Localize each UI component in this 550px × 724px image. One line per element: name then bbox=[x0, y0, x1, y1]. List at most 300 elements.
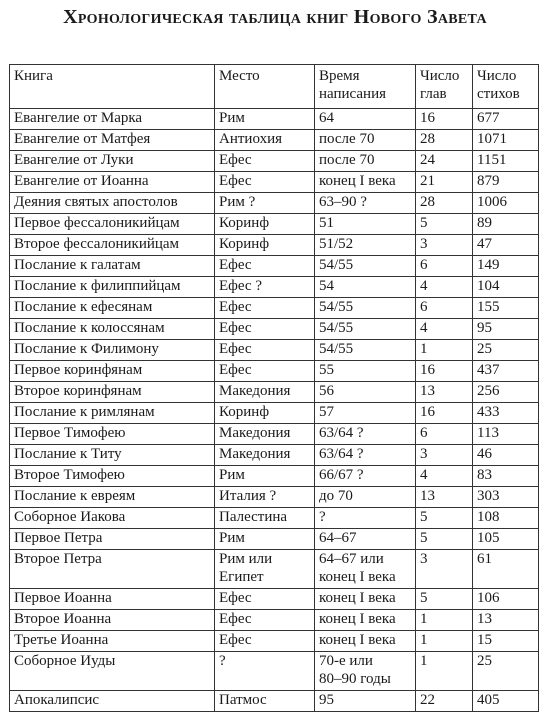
table-row bbox=[10, 529, 539, 550]
cell-book bbox=[10, 235, 215, 256]
cell-place-text: Рим bbox=[219, 467, 245, 483]
cell-place-text: Ефес bbox=[219, 362, 252, 378]
cell-chapters bbox=[416, 466, 473, 487]
cell-verses-text: 433 bbox=[477, 404, 500, 420]
column-header-place bbox=[215, 65, 315, 109]
cell-time bbox=[315, 508, 416, 529]
cell-time-text: 54/55 bbox=[319, 320, 354, 336]
cell-verses bbox=[473, 256, 539, 277]
cell-time-text: 64–67 bbox=[319, 530, 357, 546]
cell-time bbox=[315, 631, 416, 652]
cell-time bbox=[315, 151, 416, 172]
column-header-place-label: Место bbox=[219, 68, 260, 84]
cell-place bbox=[215, 691, 315, 712]
column-header-time-label: Время bbox=[319, 68, 360, 84]
cell-book-text: Второе фессалоникийцам bbox=[14, 236, 180, 252]
cell-verses-text: 256 bbox=[477, 383, 500, 399]
cell-verses bbox=[473, 109, 539, 130]
cell-place bbox=[215, 529, 315, 550]
cell-place bbox=[215, 172, 315, 193]
cell-place-text: Италия ? bbox=[219, 488, 277, 504]
cell-place bbox=[215, 589, 315, 610]
cell-book-text: Соборное Иуды bbox=[14, 653, 116, 669]
table-row bbox=[10, 589, 539, 610]
cell-book bbox=[10, 466, 215, 487]
cell-verses-text: 106 bbox=[477, 590, 500, 606]
cell-chapters-text: 13 bbox=[420, 383, 435, 399]
cell-chapters-text: 3 bbox=[420, 236, 428, 252]
cell-verses bbox=[473, 550, 539, 589]
cell-verses-text: 1151 bbox=[477, 152, 507, 168]
cell-chapters bbox=[416, 691, 473, 712]
table-row bbox=[10, 466, 539, 487]
cell-chapters bbox=[416, 631, 473, 652]
cell-chapters bbox=[416, 256, 473, 277]
cell-verses bbox=[473, 319, 539, 340]
table-row bbox=[10, 610, 539, 631]
cell-verses bbox=[473, 631, 539, 652]
cell-verses-text: 105 bbox=[477, 530, 500, 546]
page-title: Хронологическая таблица книг Нового Завета bbox=[63, 6, 487, 28]
cell-time bbox=[315, 235, 416, 256]
cell-verses bbox=[473, 424, 539, 445]
cell-verses bbox=[473, 382, 539, 403]
cell-place bbox=[215, 445, 315, 466]
column-header-chapters-label: Число bbox=[420, 68, 460, 84]
table-row bbox=[10, 172, 539, 193]
table-row bbox=[10, 151, 539, 172]
cell-place-text: ? bbox=[219, 653, 226, 669]
cell-place-text: Ефес ? bbox=[219, 278, 262, 294]
cell-place-text: Антиохия bbox=[219, 131, 282, 147]
column-header-time-label-2: написания bbox=[319, 86, 386, 102]
cell-book bbox=[10, 193, 215, 214]
cell-time bbox=[315, 466, 416, 487]
table-row bbox=[10, 340, 539, 361]
cell-time bbox=[315, 214, 416, 235]
cell-place-text: Ефес bbox=[219, 173, 252, 189]
cell-book-text: Первое фессалоникийцам bbox=[14, 215, 180, 231]
cell-place bbox=[215, 130, 315, 151]
cell-time-text: 56 bbox=[319, 383, 334, 399]
table-body bbox=[10, 109, 539, 712]
cell-book-text: Третье Иоанна bbox=[14, 632, 109, 648]
cell-chapters-text: 5 bbox=[420, 509, 428, 525]
cell-chapters-text: 16 bbox=[420, 362, 435, 378]
cell-verses bbox=[473, 445, 539, 466]
column-header-verses-label-2: стихов bbox=[477, 86, 520, 102]
cell-place-text: Македония bbox=[219, 383, 291, 399]
cell-verses-text: 104 bbox=[477, 278, 500, 294]
cell-verses bbox=[473, 529, 539, 550]
cell-book bbox=[10, 424, 215, 445]
cell-time-text: 57 bbox=[319, 404, 334, 420]
table-row bbox=[10, 403, 539, 424]
cell-time-text: конец I века bbox=[319, 590, 396, 606]
cell-verses-text: 95 bbox=[477, 320, 492, 336]
cell-time bbox=[315, 340, 416, 361]
cell-chapters bbox=[416, 589, 473, 610]
cell-place bbox=[215, 319, 315, 340]
cell-time-text: 63–90 ? bbox=[319, 194, 367, 210]
cell-verses-text: 113 bbox=[477, 425, 499, 441]
cell-verses-text: 879 bbox=[477, 173, 500, 189]
cell-book-text: Послание к евреям bbox=[14, 488, 136, 504]
table-row bbox=[10, 424, 539, 445]
cell-time bbox=[315, 652, 416, 691]
cell-time-text: 54/55 bbox=[319, 299, 354, 315]
cell-place bbox=[215, 652, 315, 691]
cell-book-text: Послание к колоссянам bbox=[14, 320, 165, 336]
cell-chapters-text: 1 bbox=[420, 611, 428, 627]
table-row bbox=[10, 193, 539, 214]
cell-place-text: Рим bbox=[219, 110, 245, 126]
cell-verses-text: 108 bbox=[477, 509, 500, 525]
cell-time-text: конец I века bbox=[319, 632, 396, 648]
cell-book bbox=[10, 319, 215, 340]
cell-time-text: 54/55 bbox=[319, 257, 354, 273]
cell-verses-text: 83 bbox=[477, 467, 492, 483]
cell-chapters bbox=[416, 424, 473, 445]
cell-verses-text: 46 bbox=[477, 446, 492, 462]
cell-time bbox=[315, 109, 416, 130]
cell-verses bbox=[473, 298, 539, 319]
column-header-time bbox=[315, 65, 416, 109]
cell-book bbox=[10, 151, 215, 172]
cell-chapters-text: 6 bbox=[420, 257, 428, 273]
cell-time bbox=[315, 193, 416, 214]
cell-verses bbox=[473, 508, 539, 529]
cell-time bbox=[315, 550, 416, 589]
cell-chapters bbox=[416, 652, 473, 691]
cell-book-text: Первое Тимофею bbox=[14, 425, 126, 441]
cell-book-text: Второе Тимофею bbox=[14, 467, 125, 483]
cell-book bbox=[10, 487, 215, 508]
cell-place bbox=[215, 214, 315, 235]
column-header-book bbox=[10, 65, 215, 109]
cell-chapters-text: 16 bbox=[420, 404, 435, 420]
cell-place bbox=[215, 193, 315, 214]
cell-chapters-text: 3 bbox=[420, 551, 428, 567]
cell-time-text: до 70 bbox=[319, 488, 353, 504]
cell-book-text: Деяния святых апостолов bbox=[14, 194, 178, 210]
cell-book bbox=[10, 631, 215, 652]
cell-place-text-2: Египет bbox=[219, 569, 264, 585]
table-row bbox=[10, 487, 539, 508]
cell-chapters-text: 16 bbox=[420, 110, 435, 126]
cell-chapters-text: 24 bbox=[420, 152, 435, 168]
cell-place-text: Ефес bbox=[219, 611, 252, 627]
cell-chapters-text: 28 bbox=[420, 194, 435, 210]
cell-book-text: Первое Петра bbox=[14, 530, 103, 546]
cell-chapters-text: 4 bbox=[420, 278, 428, 294]
cell-place-text: Ефес bbox=[219, 320, 252, 336]
table-row bbox=[10, 691, 539, 712]
cell-time bbox=[315, 361, 416, 382]
cell-time-text: конец I века bbox=[319, 173, 396, 189]
cell-time-text: 63/64 ? bbox=[319, 425, 364, 441]
cell-verses-text: 25 bbox=[477, 341, 492, 357]
table-row bbox=[10, 361, 539, 382]
cell-time-text: ? bbox=[319, 509, 326, 525]
cell-chapters-text: 4 bbox=[420, 320, 428, 336]
cell-place bbox=[215, 277, 315, 298]
cell-place-text: Ефес bbox=[219, 341, 252, 357]
cell-chapters-text: 21 bbox=[420, 173, 435, 189]
cell-book-text: Первое Иоанна bbox=[14, 590, 112, 606]
cell-verses-text: 15 bbox=[477, 632, 492, 648]
cell-place bbox=[215, 109, 315, 130]
cell-time bbox=[315, 172, 416, 193]
table-row bbox=[10, 277, 539, 298]
table-row bbox=[10, 214, 539, 235]
cell-time-text-2: конец I века bbox=[319, 569, 396, 585]
cell-chapters bbox=[416, 151, 473, 172]
cell-book bbox=[10, 256, 215, 277]
table-row bbox=[10, 550, 539, 589]
cell-time-text-2: 80–90 годы bbox=[319, 671, 391, 687]
cell-place-text: Коринф bbox=[219, 215, 270, 231]
cell-chapters-text: 5 bbox=[420, 590, 428, 606]
cell-book bbox=[10, 652, 215, 691]
cell-book bbox=[10, 298, 215, 319]
cell-verses-text: 155 bbox=[477, 299, 500, 315]
cell-place bbox=[215, 550, 315, 589]
chronology-table bbox=[9, 64, 538, 712]
cell-book-text: Второе Иоанна bbox=[14, 611, 112, 627]
cell-chapters bbox=[416, 361, 473, 382]
cell-time bbox=[315, 424, 416, 445]
cell-chapters bbox=[416, 319, 473, 340]
cell-book bbox=[10, 361, 215, 382]
cell-verses bbox=[473, 193, 539, 214]
cell-verses-text: 149 bbox=[477, 257, 500, 273]
cell-chapters bbox=[416, 235, 473, 256]
cell-time-text: 54/55 bbox=[319, 341, 354, 357]
cell-time-text: 64 bbox=[319, 110, 334, 126]
cell-time bbox=[315, 256, 416, 277]
cell-verses bbox=[473, 340, 539, 361]
cell-time-text: 63/64 ? bbox=[319, 446, 364, 462]
cell-place-text: Рим ? bbox=[219, 194, 256, 210]
cell-place-text: Македония bbox=[219, 446, 291, 462]
cell-verses bbox=[473, 403, 539, 424]
cell-book bbox=[10, 214, 215, 235]
cell-verses-text: 437 bbox=[477, 362, 500, 378]
column-header-chapters-label-2: глав bbox=[420, 86, 447, 102]
cell-place bbox=[215, 151, 315, 172]
cell-book bbox=[10, 589, 215, 610]
cell-place bbox=[215, 610, 315, 631]
cell-place-text: Рим bbox=[219, 530, 245, 546]
cell-place-text: Рим или bbox=[219, 551, 273, 567]
cell-verses-text: 1071 bbox=[477, 131, 507, 147]
cell-book-text: Послание к римлянам bbox=[14, 404, 155, 420]
cell-verses-text: 25 bbox=[477, 653, 492, 669]
cell-place bbox=[215, 466, 315, 487]
cell-place-text: Коринф bbox=[219, 236, 270, 252]
cell-book-text: Послание к Филимону bbox=[14, 341, 159, 357]
cell-time-text: 51/52 bbox=[319, 236, 354, 252]
cell-chapters bbox=[416, 298, 473, 319]
table-row bbox=[10, 631, 539, 652]
cell-verses-text: 405 bbox=[477, 692, 500, 708]
cell-chapters-text: 13 bbox=[420, 488, 435, 504]
cell-book bbox=[10, 172, 215, 193]
cell-book bbox=[10, 508, 215, 529]
cell-time bbox=[315, 691, 416, 712]
cell-book bbox=[10, 109, 215, 130]
cell-verses bbox=[473, 277, 539, 298]
cell-chapters-text: 5 bbox=[420, 215, 428, 231]
cell-chapters bbox=[416, 445, 473, 466]
cell-chapters bbox=[416, 382, 473, 403]
cell-chapters bbox=[416, 550, 473, 589]
cell-book-text: Послание к ефесянам bbox=[14, 299, 153, 315]
cell-chapters-text: 5 bbox=[420, 530, 428, 546]
column-header-verses-label: Число bbox=[477, 68, 517, 84]
cell-time bbox=[315, 610, 416, 631]
cell-verses bbox=[473, 487, 539, 508]
table-row bbox=[10, 298, 539, 319]
cell-place-text: Ефес bbox=[219, 152, 252, 168]
cell-chapters bbox=[416, 403, 473, 424]
cell-time bbox=[315, 445, 416, 466]
cell-book-text: Апокалипсис bbox=[14, 692, 100, 708]
cell-place bbox=[215, 631, 315, 652]
cell-verses bbox=[473, 235, 539, 256]
cell-chapters-text: 1 bbox=[420, 653, 428, 669]
column-header-verses bbox=[473, 65, 539, 109]
cell-book bbox=[10, 403, 215, 424]
column-header-chapters bbox=[416, 65, 473, 109]
cell-book bbox=[10, 445, 215, 466]
cell-verses bbox=[473, 361, 539, 382]
column-header-book-label: Книга bbox=[14, 68, 53, 84]
cell-place bbox=[215, 403, 315, 424]
cell-book-text: Евангелие от Марка bbox=[14, 110, 143, 126]
cell-verses-text: 61 bbox=[477, 551, 492, 567]
cell-verses-text: 1006 bbox=[477, 194, 507, 210]
cell-chapters-text: 3 bbox=[420, 446, 428, 462]
cell-chapters bbox=[416, 487, 473, 508]
cell-chapters bbox=[416, 508, 473, 529]
cell-verses bbox=[473, 151, 539, 172]
cell-chapters bbox=[416, 277, 473, 298]
table-row bbox=[10, 382, 539, 403]
cell-verses-text: 303 bbox=[477, 488, 500, 504]
cell-verses bbox=[473, 172, 539, 193]
table-row bbox=[10, 130, 539, 151]
cell-place-text: Ефес bbox=[219, 299, 252, 315]
cell-place bbox=[215, 361, 315, 382]
cell-chapters-text: 22 bbox=[420, 692, 435, 708]
cell-place bbox=[215, 487, 315, 508]
cell-verses-text: 89 bbox=[477, 215, 492, 231]
cell-time-text: 95 bbox=[319, 692, 334, 708]
cell-chapters bbox=[416, 610, 473, 631]
cell-chapters-text: 6 bbox=[420, 425, 428, 441]
cell-book bbox=[10, 382, 215, 403]
cell-chapters bbox=[416, 130, 473, 151]
cell-book bbox=[10, 130, 215, 151]
cell-book-text: Второе Петра bbox=[14, 551, 102, 567]
cell-verses-text: 13 bbox=[477, 611, 492, 627]
cell-chapters-text: 6 bbox=[420, 299, 428, 315]
cell-book bbox=[10, 610, 215, 631]
cell-time-text: после 70 bbox=[319, 152, 375, 168]
table-row bbox=[10, 235, 539, 256]
cell-time bbox=[315, 487, 416, 508]
cell-verses bbox=[473, 130, 539, 151]
cell-time bbox=[315, 298, 416, 319]
cell-chapters-text: 28 bbox=[420, 131, 435, 147]
table-row bbox=[10, 652, 539, 691]
cell-place-text: Палестина bbox=[219, 509, 288, 525]
cell-book-text: Евангелие от Луки bbox=[14, 152, 134, 168]
table-header-row bbox=[10, 65, 539, 109]
cell-chapters bbox=[416, 193, 473, 214]
cell-book bbox=[10, 277, 215, 298]
cell-verses-text: 47 bbox=[477, 236, 492, 252]
cell-verses bbox=[473, 610, 539, 631]
cell-time bbox=[315, 130, 416, 151]
cell-chapters bbox=[416, 214, 473, 235]
cell-place bbox=[215, 382, 315, 403]
cell-time bbox=[315, 277, 416, 298]
cell-book-text: Соборное Иакова bbox=[14, 509, 126, 525]
cell-place-text: Коринф bbox=[219, 404, 270, 420]
cell-time-text: после 70 bbox=[319, 131, 375, 147]
cell-book-text: Первое коринфянам bbox=[14, 362, 143, 378]
cell-verses bbox=[473, 466, 539, 487]
cell-book-text: Второе коринфянам bbox=[14, 383, 142, 399]
cell-time-text: 55 bbox=[319, 362, 334, 378]
cell-place-text: Патмос bbox=[219, 692, 267, 708]
cell-place-text: Ефес bbox=[219, 632, 252, 648]
cell-book bbox=[10, 691, 215, 712]
cell-place-text: Ефес bbox=[219, 590, 252, 606]
cell-chapters bbox=[416, 529, 473, 550]
table-row bbox=[10, 445, 539, 466]
cell-time-text: 70-е или bbox=[319, 653, 373, 669]
cell-time bbox=[315, 529, 416, 550]
cell-place-text: Македония bbox=[219, 425, 291, 441]
cell-chapters-text: 1 bbox=[420, 632, 428, 648]
cell-book-text: Послание к Титу bbox=[14, 446, 122, 462]
cell-place bbox=[215, 508, 315, 529]
cell-place bbox=[215, 235, 315, 256]
cell-chapters bbox=[416, 109, 473, 130]
cell-place bbox=[215, 424, 315, 445]
cell-place bbox=[215, 256, 315, 277]
cell-time bbox=[315, 589, 416, 610]
cell-time-text: конец I века bbox=[319, 611, 396, 627]
cell-verses bbox=[473, 691, 539, 712]
cell-chapters-text: 1 bbox=[420, 341, 428, 357]
cell-time-text: 66/67 ? bbox=[319, 467, 364, 483]
cell-verses bbox=[473, 652, 539, 691]
cell-book-text: Евангелие от Матфея bbox=[14, 131, 151, 147]
cell-book-text: Евангелие от Иоанна bbox=[14, 173, 149, 189]
cell-time bbox=[315, 403, 416, 424]
table-row bbox=[10, 109, 539, 130]
cell-chapters bbox=[416, 340, 473, 361]
cell-book bbox=[10, 340, 215, 361]
cell-place bbox=[215, 340, 315, 361]
cell-time-text: 54 bbox=[319, 278, 334, 294]
cell-place bbox=[215, 298, 315, 319]
